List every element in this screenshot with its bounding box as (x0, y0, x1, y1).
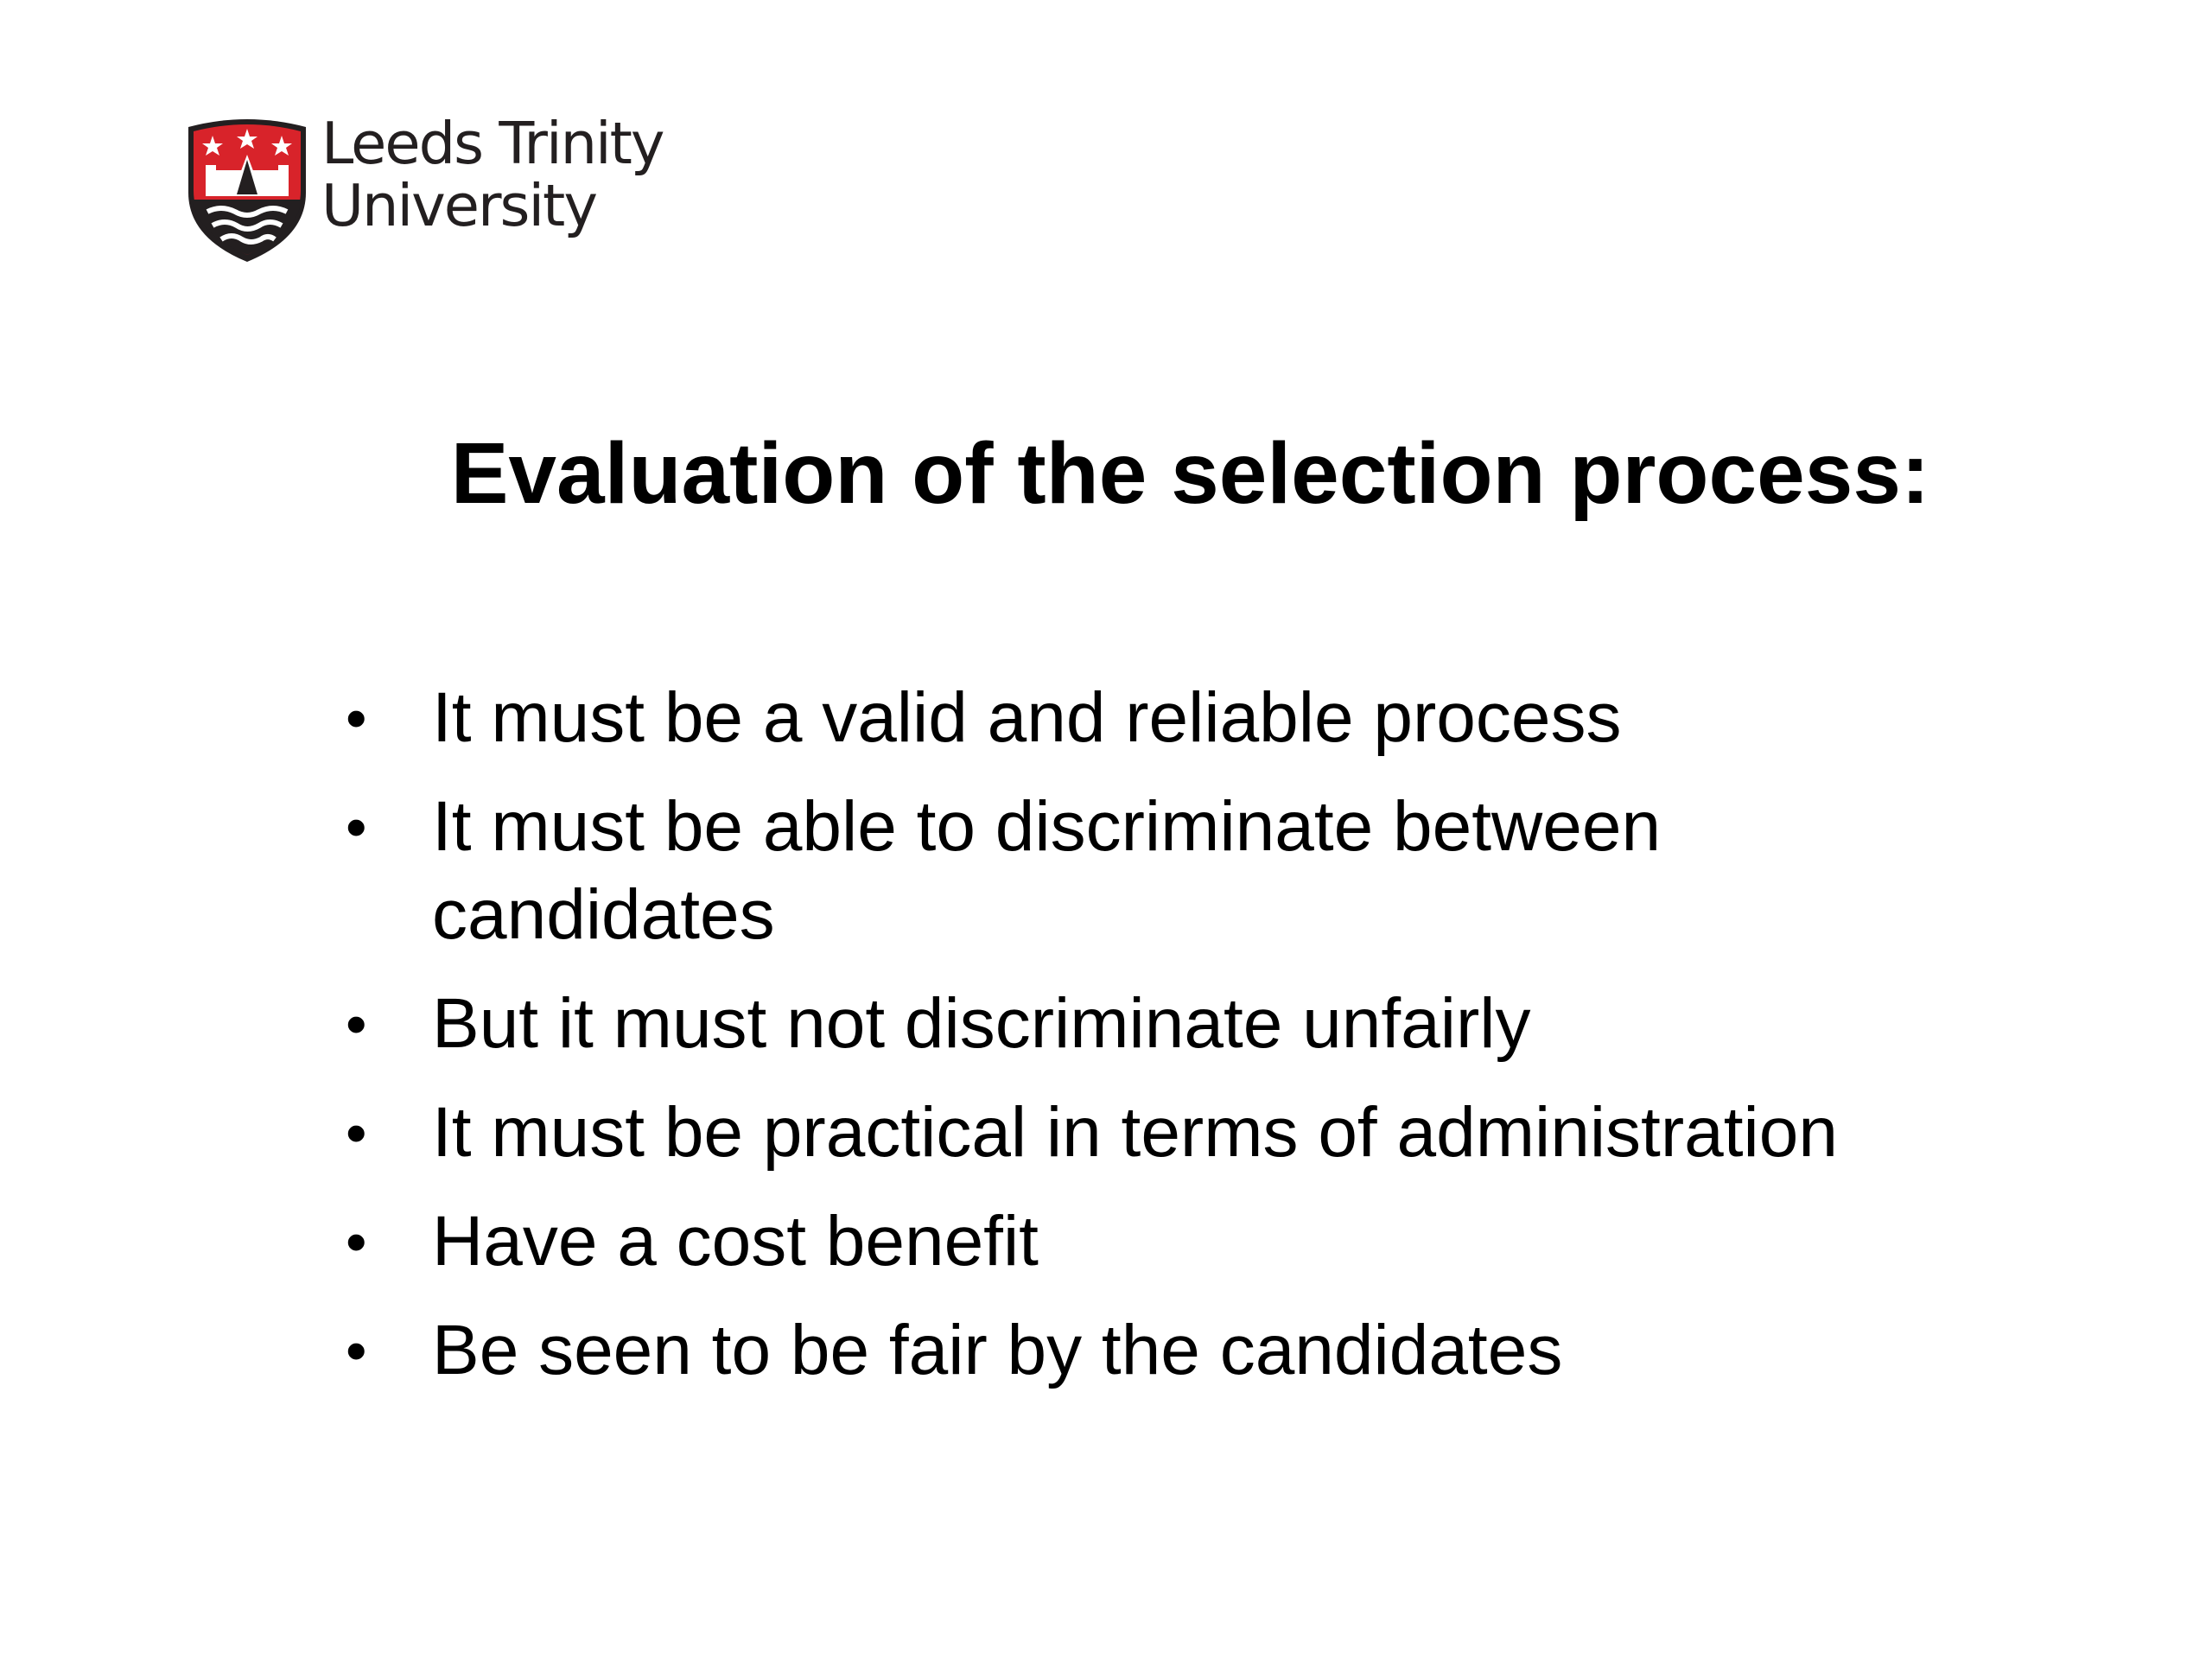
bullet-text: It must be a valid and reliable process (432, 678, 1622, 757)
logo-line-1: Leeds Trinity (321, 110, 664, 177)
bullet-item (346, 674, 1987, 762)
bullet-marker: • (346, 684, 367, 752)
bullet-marker: • (346, 1208, 367, 1275)
logo-line-2: University (321, 172, 596, 239)
bullet-item (346, 783, 1987, 959)
bullet-marker: • (346, 1099, 367, 1166)
bullet-text: Have a cost benefit (432, 1202, 1039, 1281)
bullet-item (346, 1198, 1987, 1286)
bullet-marker: • (346, 793, 367, 861)
bullet-item (346, 980, 1987, 1068)
logo-wordmark (321, 112, 664, 237)
university-logo (183, 112, 667, 268)
slide-title: Evaluation of the selection process: (450, 425, 1930, 522)
bullet-list (346, 674, 1987, 1415)
bullet-text: It must be able to discriminate between candidates (432, 787, 1662, 954)
bullet-marker: • (346, 1317, 367, 1384)
bullet-text: Be seen to be fair by the candidates (432, 1311, 1563, 1389)
bullet-item (346, 1089, 1987, 1177)
bullet-text: But it must not discriminate unfairly (432, 984, 1531, 1063)
shield-crest-icon (183, 117, 311, 264)
bullet-text: It must be practical in terms of administration (432, 1093, 1838, 1172)
bullet-marker: • (346, 990, 367, 1058)
bullet-item (346, 1306, 1987, 1395)
